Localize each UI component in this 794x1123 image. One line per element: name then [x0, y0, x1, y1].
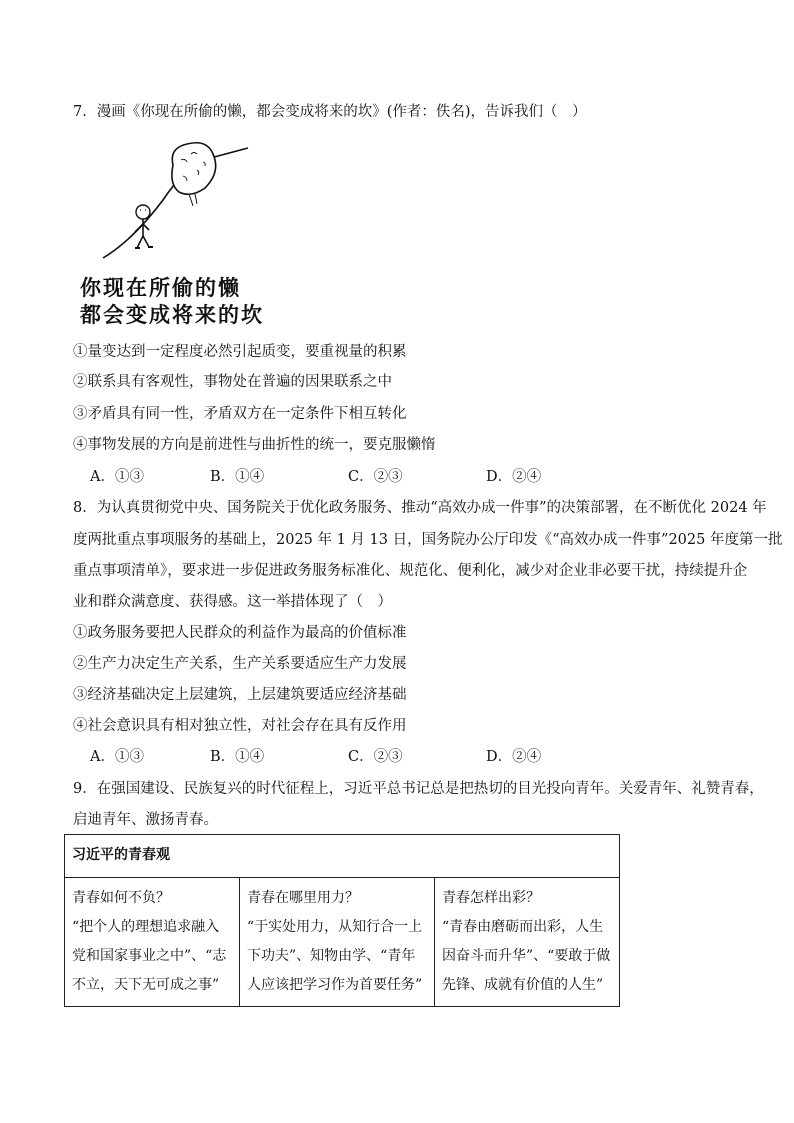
- q7-stem: 7．漫画《你现在所偷的懒，都会变成将来的坎》(作者：佚名)，告诉我们（ ）: [73, 104, 587, 120]
- q8-item-4: ④社会意识具有相对独立性，对社会存在具有反作用: [73, 718, 407, 734]
- q7-option-c[interactable]: C．②③: [348, 469, 403, 485]
- q7-option-b[interactable]: B．①④: [210, 469, 265, 485]
- q8-option-a[interactable]: A．①③: [90, 749, 144, 765]
- table-cell-3: [435, 878, 620, 1007]
- q8-item-2: ②生产力决定生产关系，生产关系要适应生产力发展: [73, 656, 407, 672]
- cell-1-body: “把个人的理想追求融入党和国家事业之中”、“志不立，天下无可成之事”: [72, 919, 227, 993]
- cell-2-title: 青春在哪里用力？: [247, 890, 359, 906]
- q7-option-a[interactable]: A．①③: [90, 469, 144, 485]
- table-row: [65, 878, 620, 1007]
- q8-stem-line-2: 度两批重点事项服务的基础上，2025 年 1 月 13 日，国务院办公厅印发《“高效办成一件事”2025 年度第一批: [73, 532, 783, 548]
- cell-3-title: 青春怎样出彩？: [442, 890, 540, 906]
- q8-item-3: ③经济基础决定上层建筑，上层建筑要适应经济基础: [73, 687, 407, 703]
- q8-option-d[interactable]: D．②④: [486, 749, 542, 765]
- cell-2-body: “于实处用力，从知行合一上下功夫”、知物由学、“青年人应该把学习作为首要任务”: [247, 919, 423, 993]
- q9-stem-line-2: 启迪青年、激扬青春。: [73, 812, 218, 828]
- youth-view-table: [64, 834, 620, 1007]
- q7-item-3: ③矛盾具有同一性，矛盾双方在一定条件下相互转化: [73, 406, 407, 422]
- q7-item-2: ②联系具有客观性，事物处在普遍的因果联系之中: [73, 374, 392, 390]
- q8-item-1: ①政务服务要把人民群众的利益作为最高的价值标准: [73, 625, 407, 641]
- q7-item-1: ①量变达到一定程度必然引起质变，要重视量的积累: [73, 344, 407, 360]
- cell-3-body: “青春由磨砺而出彩，人生因奋斗而升华”、“要敢于做先锋、成就有价值的人生”: [442, 919, 611, 993]
- q8-option-b[interactable]: B．①④: [210, 749, 265, 765]
- table-header: 习近平的青春观: [65, 835, 620, 878]
- q7-item-4: ④事物发展的方向是前进性与曲折性的统一，要克服懒惰: [73, 437, 436, 453]
- table-cell-1: [65, 878, 240, 1007]
- q8-stem-line-4: 业和群众满意度、获得感。这一举措体现了（ ）: [73, 594, 392, 610]
- cell-1-title: 青春如何不负？: [72, 890, 170, 906]
- q8-stem-line-3: 重点事项清单》，要求进一步促进政务服务标准化、规范化、便利化，减少对企业非必要干扰，持续提升企: [73, 563, 748, 579]
- comic-caption-line2: 都会变成将来的坎: [80, 303, 264, 327]
- q7-option-d[interactable]: D．②④: [486, 469, 542, 485]
- comic-caption-line1: 你现在所偷的懒: [80, 276, 241, 300]
- table-cell-2: [240, 878, 435, 1007]
- q8-stem-line-1: 8．为认真贯彻党中央、国务院关于优化政务服务、推动“高效办成一件事”的决策部署，在不断优化 2024 年: [73, 500, 767, 516]
- q9-stem-line-1: 9．在强国建设、民族复兴的时代征程上，习近平总书记总是把热切的目光投向青年。关爱青年、礼赞青春，: [73, 781, 764, 797]
- q8-option-c[interactable]: C．②③: [348, 749, 403, 765]
